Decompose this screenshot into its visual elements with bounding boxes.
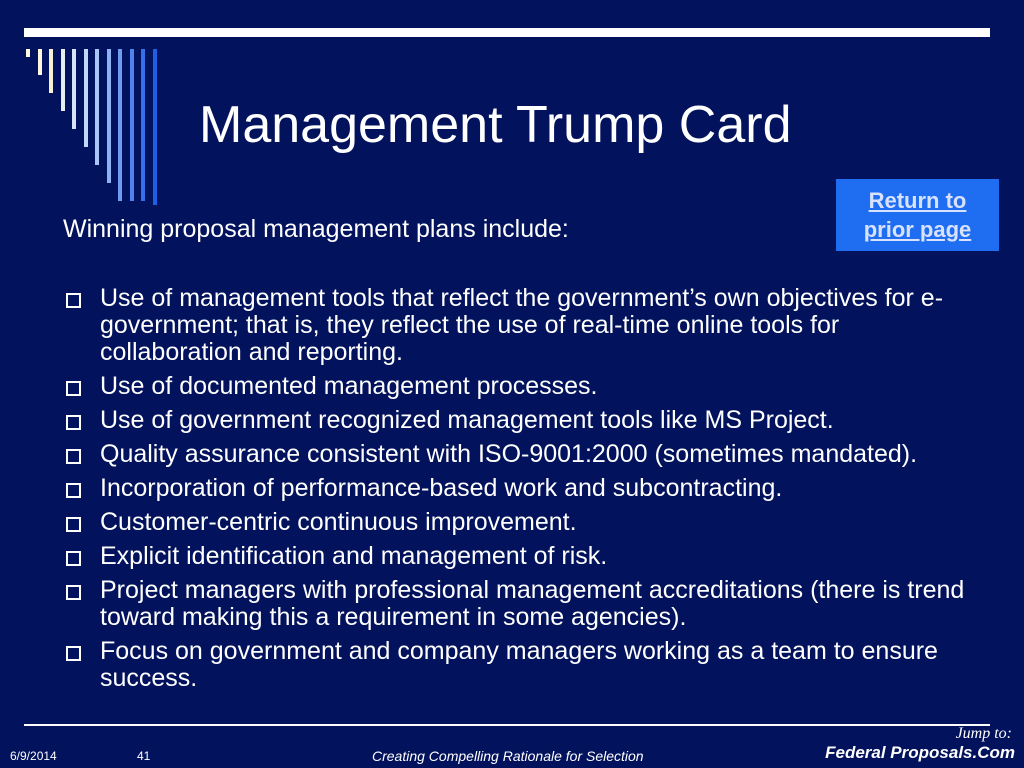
bullet-text: Use of government recognized management tools like MS Project. bbox=[100, 406, 834, 434]
bullet-text: Project managers with professional management accreditations (there is trend toward making this a requirement in some agencies). bbox=[100, 576, 965, 631]
bullet-item bbox=[62, 441, 972, 468]
footer-page-number: 41 bbox=[137, 749, 151, 763]
stripe-bar bbox=[84, 49, 88, 147]
stripe-bar bbox=[49, 49, 53, 93]
stripe-bar bbox=[38, 49, 42, 75]
slide-title: Management Trump Card bbox=[199, 96, 792, 154]
bullet-text: Use of documented management processes. bbox=[100, 372, 598, 400]
return-button-line1: Return to bbox=[868, 188, 967, 213]
square-bullet-icon bbox=[66, 483, 81, 498]
stripe-bar bbox=[107, 49, 111, 183]
stripe-bar bbox=[72, 49, 76, 129]
stripe-bar bbox=[141, 49, 145, 201]
bullet-item bbox=[62, 407, 972, 434]
stripe-bar bbox=[26, 49, 30, 57]
return-button-line2: prior page bbox=[863, 217, 972, 242]
bullet-text: Use of management tools that reflect the government’s own objectives for e-government; that is, they reflect the use of real-time online tools for collaboration and reporting. bbox=[100, 284, 944, 366]
square-bullet-icon bbox=[66, 646, 81, 661]
square-bullet-icon bbox=[66, 449, 81, 464]
footer-divider-line bbox=[24, 724, 990, 726]
bullet-item bbox=[62, 285, 972, 366]
stripe-bar bbox=[61, 49, 65, 111]
bullet-text: Incorporation of performance-based work and subcontracting. bbox=[100, 474, 783, 502]
return-to-prior-page-button[interactable] bbox=[836, 179, 999, 251]
square-bullet-icon bbox=[66, 293, 81, 308]
stripe-logo-decoration bbox=[26, 49, 166, 209]
square-bullet-icon bbox=[66, 551, 81, 566]
jump-to-label: Jump to: bbox=[955, 725, 1012, 742]
footer-caption: Creating Compelling Rationale for Selection bbox=[372, 748, 644, 764]
bullet-item bbox=[62, 509, 972, 536]
bullet-text: Explicit identification and management of risk. bbox=[100, 542, 608, 570]
bullet-item bbox=[62, 577, 972, 631]
stripe-bar bbox=[153, 49, 157, 205]
intro-text: Winning proposal management plans include: bbox=[63, 215, 569, 243]
square-bullet-icon bbox=[66, 585, 81, 600]
bullet-item bbox=[62, 638, 972, 692]
top-decorative-bar bbox=[24, 28, 990, 37]
square-bullet-icon bbox=[66, 415, 81, 430]
federal-proposals-link[interactable]: Federal Proposals.Com bbox=[825, 743, 1015, 762]
stripe-bar bbox=[118, 49, 122, 201]
bullet-list bbox=[62, 285, 972, 699]
square-bullet-icon bbox=[66, 517, 81, 532]
footer-date: 6/9/2014 bbox=[10, 749, 57, 763]
bullet-item bbox=[62, 373, 972, 400]
square-bullet-icon bbox=[66, 381, 81, 396]
bullet-text: Customer-centric continuous improvement. bbox=[100, 508, 577, 536]
bullet-text: Quality assurance consistent with ISO-9001:2000 (sometimes mandated). bbox=[100, 440, 918, 468]
bullet-item bbox=[62, 543, 972, 570]
bullet-item bbox=[62, 475, 972, 502]
stripe-bar bbox=[130, 49, 134, 201]
bullet-text: Focus on government and company managers working as a team to ensure success. bbox=[100, 637, 938, 692]
stripe-bar bbox=[95, 49, 99, 165]
